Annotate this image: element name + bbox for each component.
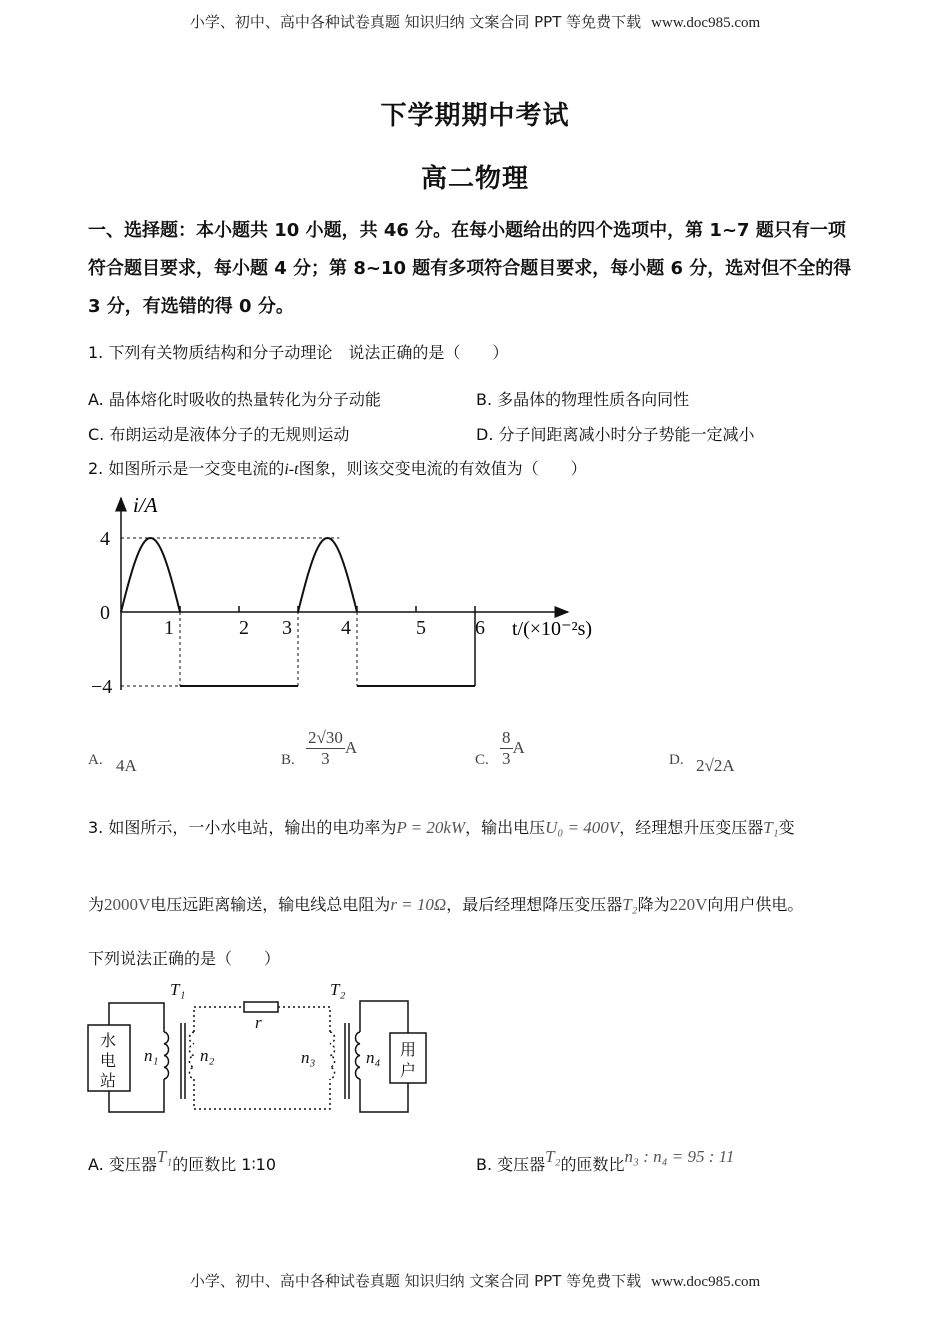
q2-stem-a: 2. 如图所示是一交变电流的 bbox=[88, 459, 285, 478]
q3-v2000: 2000V bbox=[104, 895, 151, 914]
q2-stem-var: i-t bbox=[284, 461, 299, 478]
x-tick-label-4: 4 bbox=[341, 617, 351, 639]
station-char-1: 水 bbox=[100, 1031, 117, 1050]
q3-line1 bbox=[88, 815, 795, 838]
station-wire-top bbox=[109, 1003, 164, 1032]
q3-resistance: r = 10Ω bbox=[390, 895, 447, 914]
q2-b-unit: A bbox=[344, 738, 358, 757]
q3-l2-a: 为 bbox=[88, 895, 105, 914]
y-tick-label-1: 0 bbox=[100, 602, 110, 624]
footer-text: 小学、初中、高中各种试卷真题 知识归纳 文案合同 PPT 等免费下载 bbox=[189, 1272, 642, 1290]
q1-option-c: C. 布朗运动是液体分子的无规则运动 bbox=[88, 425, 350, 444]
x-tick-label-6: 6 bbox=[475, 617, 485, 639]
q2-c-denominator: 3 bbox=[502, 749, 511, 768]
q3-b-ratio-label: 的匝数比 bbox=[560, 1155, 625, 1174]
q3-l2-c: ，最后经理想降压变压器 bbox=[446, 895, 623, 914]
coil-n4 bbox=[355, 1032, 360, 1079]
q3-b-ratio: n₃ : n₄ = 95 : 11 bbox=[624, 1147, 735, 1166]
q3-l2-b: 电压远距离输送，输电线总电阻为 bbox=[150, 895, 391, 914]
station-wire-bottom bbox=[109, 1079, 164, 1112]
label-n1: n₁ bbox=[144, 1046, 159, 1065]
q2-b-denominator: 3 bbox=[321, 749, 330, 768]
q2-c-numerator: 8 bbox=[502, 728, 511, 747]
q3-l1-d: 变 bbox=[778, 818, 795, 837]
label-t2: T₂ bbox=[330, 980, 346, 999]
exam-subtitle: 高二物理 bbox=[420, 164, 529, 194]
coil-n1 bbox=[164, 1032, 169, 1079]
q3-option-a bbox=[88, 1147, 277, 1175]
q2-option-d-label: D. bbox=[669, 752, 684, 768]
line-top-left bbox=[194, 1007, 244, 1032]
q3-l1-c: ，经理想升压变压器 bbox=[619, 818, 764, 837]
q3-l1-b: ，输出电压 bbox=[465, 818, 546, 837]
q3-power: P = 20kW bbox=[396, 818, 466, 837]
q3-option-b bbox=[476, 1147, 735, 1175]
x-tick-label-5: 5 bbox=[416, 617, 426, 639]
q2-option-c-value bbox=[500, 728, 525, 769]
q2-stem bbox=[88, 456, 587, 479]
q2-option-b-label: B. bbox=[281, 752, 295, 768]
transmission-circuit bbox=[86, 975, 436, 1120]
half-sine-1 bbox=[121, 538, 180, 612]
q3-a-transformer: T₁ bbox=[156, 1147, 173, 1166]
station-char-2: 电 bbox=[100, 1051, 117, 1070]
x-tick-label-1: 1 bbox=[164, 617, 174, 639]
q3-voltage-u0: U₀ = 400V bbox=[545, 818, 620, 837]
half-sine-2 bbox=[298, 538, 357, 612]
q3-t1: T₁ bbox=[763, 818, 779, 837]
q2-option-d-value: 2√2A bbox=[696, 756, 735, 775]
y-tick-label-2: −4 bbox=[91, 676, 113, 698]
q2-option-a-label: A. bbox=[88, 752, 103, 768]
q2-option-c-label: C. bbox=[475, 752, 489, 768]
q3-l2-d: 降为 bbox=[637, 895, 670, 914]
x-tick-label-2: 2 bbox=[239, 617, 249, 639]
q2-stem-b: 图象，则该交变电流的有效值为（ ） bbox=[298, 459, 587, 478]
it-graph bbox=[88, 490, 618, 700]
label-n4: n₄ bbox=[366, 1048, 381, 1067]
label-n2: n₂ bbox=[200, 1046, 215, 1065]
resistor-r bbox=[244, 1002, 278, 1012]
user-wire-top bbox=[360, 1001, 408, 1033]
q2-option-b-value bbox=[306, 728, 357, 769]
q3-l1-a: 3. 如图所示，一小水电站，输出的电功率为 bbox=[88, 818, 397, 837]
q3-line3: 下列说法正确的是（ ） bbox=[88, 949, 281, 968]
q2-c-unit: A bbox=[512, 738, 525, 757]
header-text: 小学、初中、高中各种试卷真题 知识归纳 文案合同 PPT 等免费下载 bbox=[189, 13, 642, 31]
y-tick-label-0: 4 bbox=[100, 528, 110, 550]
user-char-1: 用 bbox=[400, 1040, 417, 1059]
q1-option-a: A. 晶体熔化时吸收的热量转化为分子动能 bbox=[88, 390, 381, 409]
line-bottom bbox=[194, 1079, 330, 1109]
chart-ticks bbox=[91, 528, 485, 698]
coil-n3 bbox=[330, 1032, 335, 1079]
q1-stem: 1. 下列有关物质结构和分子动理论 说法正确的是（ ） bbox=[88, 343, 509, 362]
label-t1: T₁ bbox=[170, 980, 186, 999]
section1-line3: 3 分，有选错的得 0 分。 bbox=[88, 296, 294, 317]
q3-t2: T₂ bbox=[622, 895, 638, 914]
user-wire-bottom bbox=[360, 1079, 408, 1112]
label-r: r bbox=[255, 1013, 262, 1032]
line-top-right bbox=[278, 1007, 330, 1032]
footer-url[interactable]: www.doc985.com bbox=[651, 1274, 761, 1290]
q3-b-transformer: T₂ bbox=[545, 1147, 561, 1166]
q3-v220: 220V bbox=[669, 895, 708, 914]
user-char-2: 户 bbox=[400, 1061, 417, 1080]
q3-a-text: A. 变压器 bbox=[88, 1155, 157, 1174]
q3-line2 bbox=[88, 892, 803, 915]
q3-l2-e: 向用户供电。 bbox=[707, 895, 804, 914]
q2-option-a-value: 4A bbox=[116, 756, 137, 775]
x-tick-label-3: 3 bbox=[282, 617, 292, 639]
station-char-3: 站 bbox=[100, 1071, 117, 1090]
page-header bbox=[0, 11, 950, 32]
q2-b-numerator: 2√30 bbox=[308, 728, 343, 747]
x-axis-label: t/(×10⁻²s) bbox=[512, 618, 593, 640]
label-n3: n₃ bbox=[301, 1048, 316, 1067]
page-footer bbox=[0, 1270, 950, 1291]
exam-title: 下学期期中考试 bbox=[380, 101, 570, 131]
q3-a-ratio: 的匝数比 1∶10 bbox=[172, 1155, 277, 1174]
header-url[interactable]: www.doc985.com bbox=[651, 15, 761, 31]
q1-option-d: D. 分子间距离减小时分子势能一定减小 bbox=[476, 425, 755, 444]
q3-b-text: B. 变压器 bbox=[476, 1155, 546, 1174]
section1-line1: 一、选择题：本小题共 10 小题，共 46 分。在每小题给出的四个选项中，第 1~7 题只有一项 bbox=[88, 220, 846, 241]
coil-n2 bbox=[189, 1032, 194, 1079]
q1-option-b: B. 多晶体的物理性质各向同性 bbox=[476, 390, 690, 409]
section1-line2: 符合题目要求，每小题 4 分；第 8~10 题有多项符合题目要求，每小题 6 分，选对但不全的得 bbox=[88, 258, 852, 279]
y-axis-label: i/A bbox=[133, 493, 158, 517]
